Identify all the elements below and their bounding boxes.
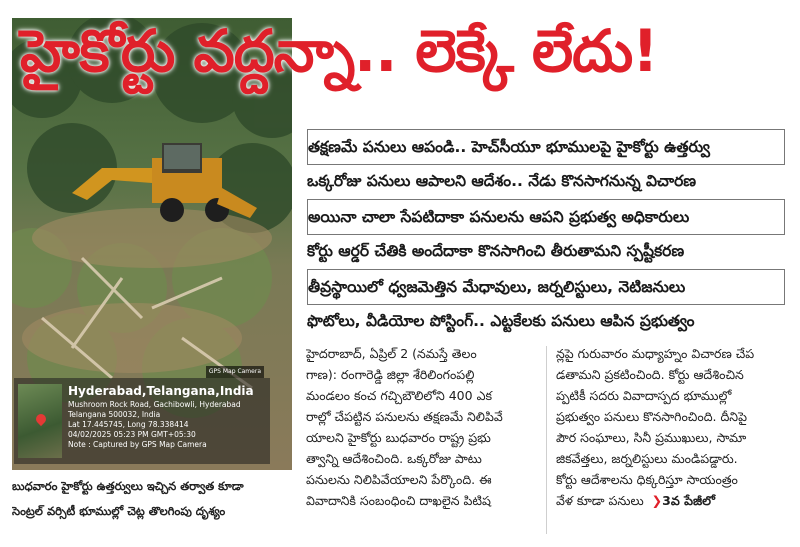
subheadline: ఒక్కరోజు పనులు ఆపాలని ఆదేశం.. నేడు కొనసాగనున్న విచారణ bbox=[307, 172, 697, 190]
column-divider bbox=[546, 346, 547, 534]
article-column-1 bbox=[306, 343, 538, 511]
body-line: పౌర సంఘాలు, సినీ ప్రముఖులు, సామా bbox=[556, 430, 747, 445]
page-jump-label: 3వ పేజీలో bbox=[662, 493, 715, 508]
map-thumbnail bbox=[18, 384, 62, 458]
gps-line: 04/02/2025 05:23 PM GMT+05:30 bbox=[68, 430, 196, 439]
body-line: జికవేత్తలు, జర్నలిస్టులు మండిపడ్డారు. bbox=[556, 451, 738, 466]
caption-line: బుధవారం హైకోర్టు ఉత్తర్వులు ఇచ్చిన తర్వాత కూడా bbox=[12, 479, 244, 493]
photo-caption bbox=[12, 474, 294, 524]
body-line: మండలం కంచ గచ్చిబౌలిలోని 400 ఎక bbox=[306, 388, 492, 403]
subheadline: ఫొటోలు, వీడియోల పోస్టింగ్.. ఎట్టకేలకు పనులు ఆపిన ప్రభుత్వం bbox=[307, 312, 695, 330]
body-line: యాలని హైకోర్టు బుధవారం రాష్ట్ర ప్రభు bbox=[306, 430, 491, 445]
body-line: న్లపై గురువారం మధ్యాహ్నం విచారణ చేప bbox=[556, 346, 755, 361]
subheadline: కోర్టు ఆర్డర్ చేతికి అందేదాకా కొనసాగించి తీరుతామని స్పష్టీకరణ bbox=[307, 242, 685, 260]
gps-details bbox=[68, 400, 268, 450]
gps-stamp-overlay bbox=[14, 368, 270, 464]
body-line: పనులను నిలిపివేయాలని పేర్కొంది. ఈ bbox=[306, 472, 492, 487]
gps-line: Lat 17.445745, Long 78.338414 bbox=[68, 420, 189, 429]
continued-line bbox=[556, 490, 788, 511]
gps-camera-badge: GPS Map Camera bbox=[206, 366, 264, 378]
map-pin-icon bbox=[34, 412, 48, 426]
body-line: హైదరాబాద్, ఏప్రిల్ 2 (నమస్తే తెలం bbox=[306, 346, 477, 361]
subheadline: తక్షణమే పనులు ఆపండి.. హెచ్‌సీయూ భూములపై హైకోర్టు ఉత్తర్వు bbox=[307, 129, 785, 165]
gps-place: Hyderabad,Telangana,India bbox=[68, 384, 254, 398]
body-line: ప్రభుత్వం పనులు కొనసాగించింది. దీనిపై bbox=[556, 409, 747, 424]
article-column-2 bbox=[556, 343, 788, 511]
subheadline: అయినా చాలా సేపటిదాకా పనులను ఆపని ప్రభుత్వ అధికారులు bbox=[307, 199, 785, 235]
body-line: త్వాన్ని ఆదేశించింది. ఒక్కరోజు పాటు bbox=[306, 451, 482, 466]
subheadline: తీవ్రస్థాయిలో ధ్వజమెత్తిన మేధావులు, జర్నలిస్టులు, నెటిజనులు bbox=[307, 269, 785, 305]
headline: హైకోర్టు వద్దన్నా.. లెక్కే లేదు! bbox=[20, 17, 658, 85]
gps-line: Note : Captured by GPS Map Camera bbox=[68, 440, 207, 449]
gps-line: Telangana 500032, India bbox=[68, 410, 161, 419]
body-line: కోర్టు ఆదేశాలను ధిక్కరిస్తూ సాయంత్రం bbox=[556, 472, 738, 487]
subheadline-box bbox=[307, 129, 785, 339]
caption-line: సెంట్రల్ వర్సిటీ భూముల్లో చెట్ల తొలగింపు దృశ్యం bbox=[12, 504, 226, 518]
continue-arrow-icon: ❯ bbox=[651, 493, 663, 508]
body-line: రాల్లో చేపట్టిన పనులను తక్షణమే నిలిపివే bbox=[306, 409, 503, 424]
body-line: డతామని ప్రకటించింది. కోర్టు ఆదేశించిన bbox=[556, 367, 744, 382]
body-line: ప్పటికీ సదరు వివాదాస్పద భూముల్లో bbox=[556, 388, 732, 403]
gps-line: Mushroom Rock Road, Gachibowli, Hyderabad bbox=[68, 400, 241, 409]
body-line-end: వేళ కూడా పనులు bbox=[556, 493, 644, 508]
body-line: వివాదానికి సంబంధించి దాఖలైన పిటిష bbox=[306, 493, 491, 508]
body-line: గాణ): రంగారెడ్డి జిల్లా శేరిలింగంపల్లి bbox=[306, 367, 475, 382]
